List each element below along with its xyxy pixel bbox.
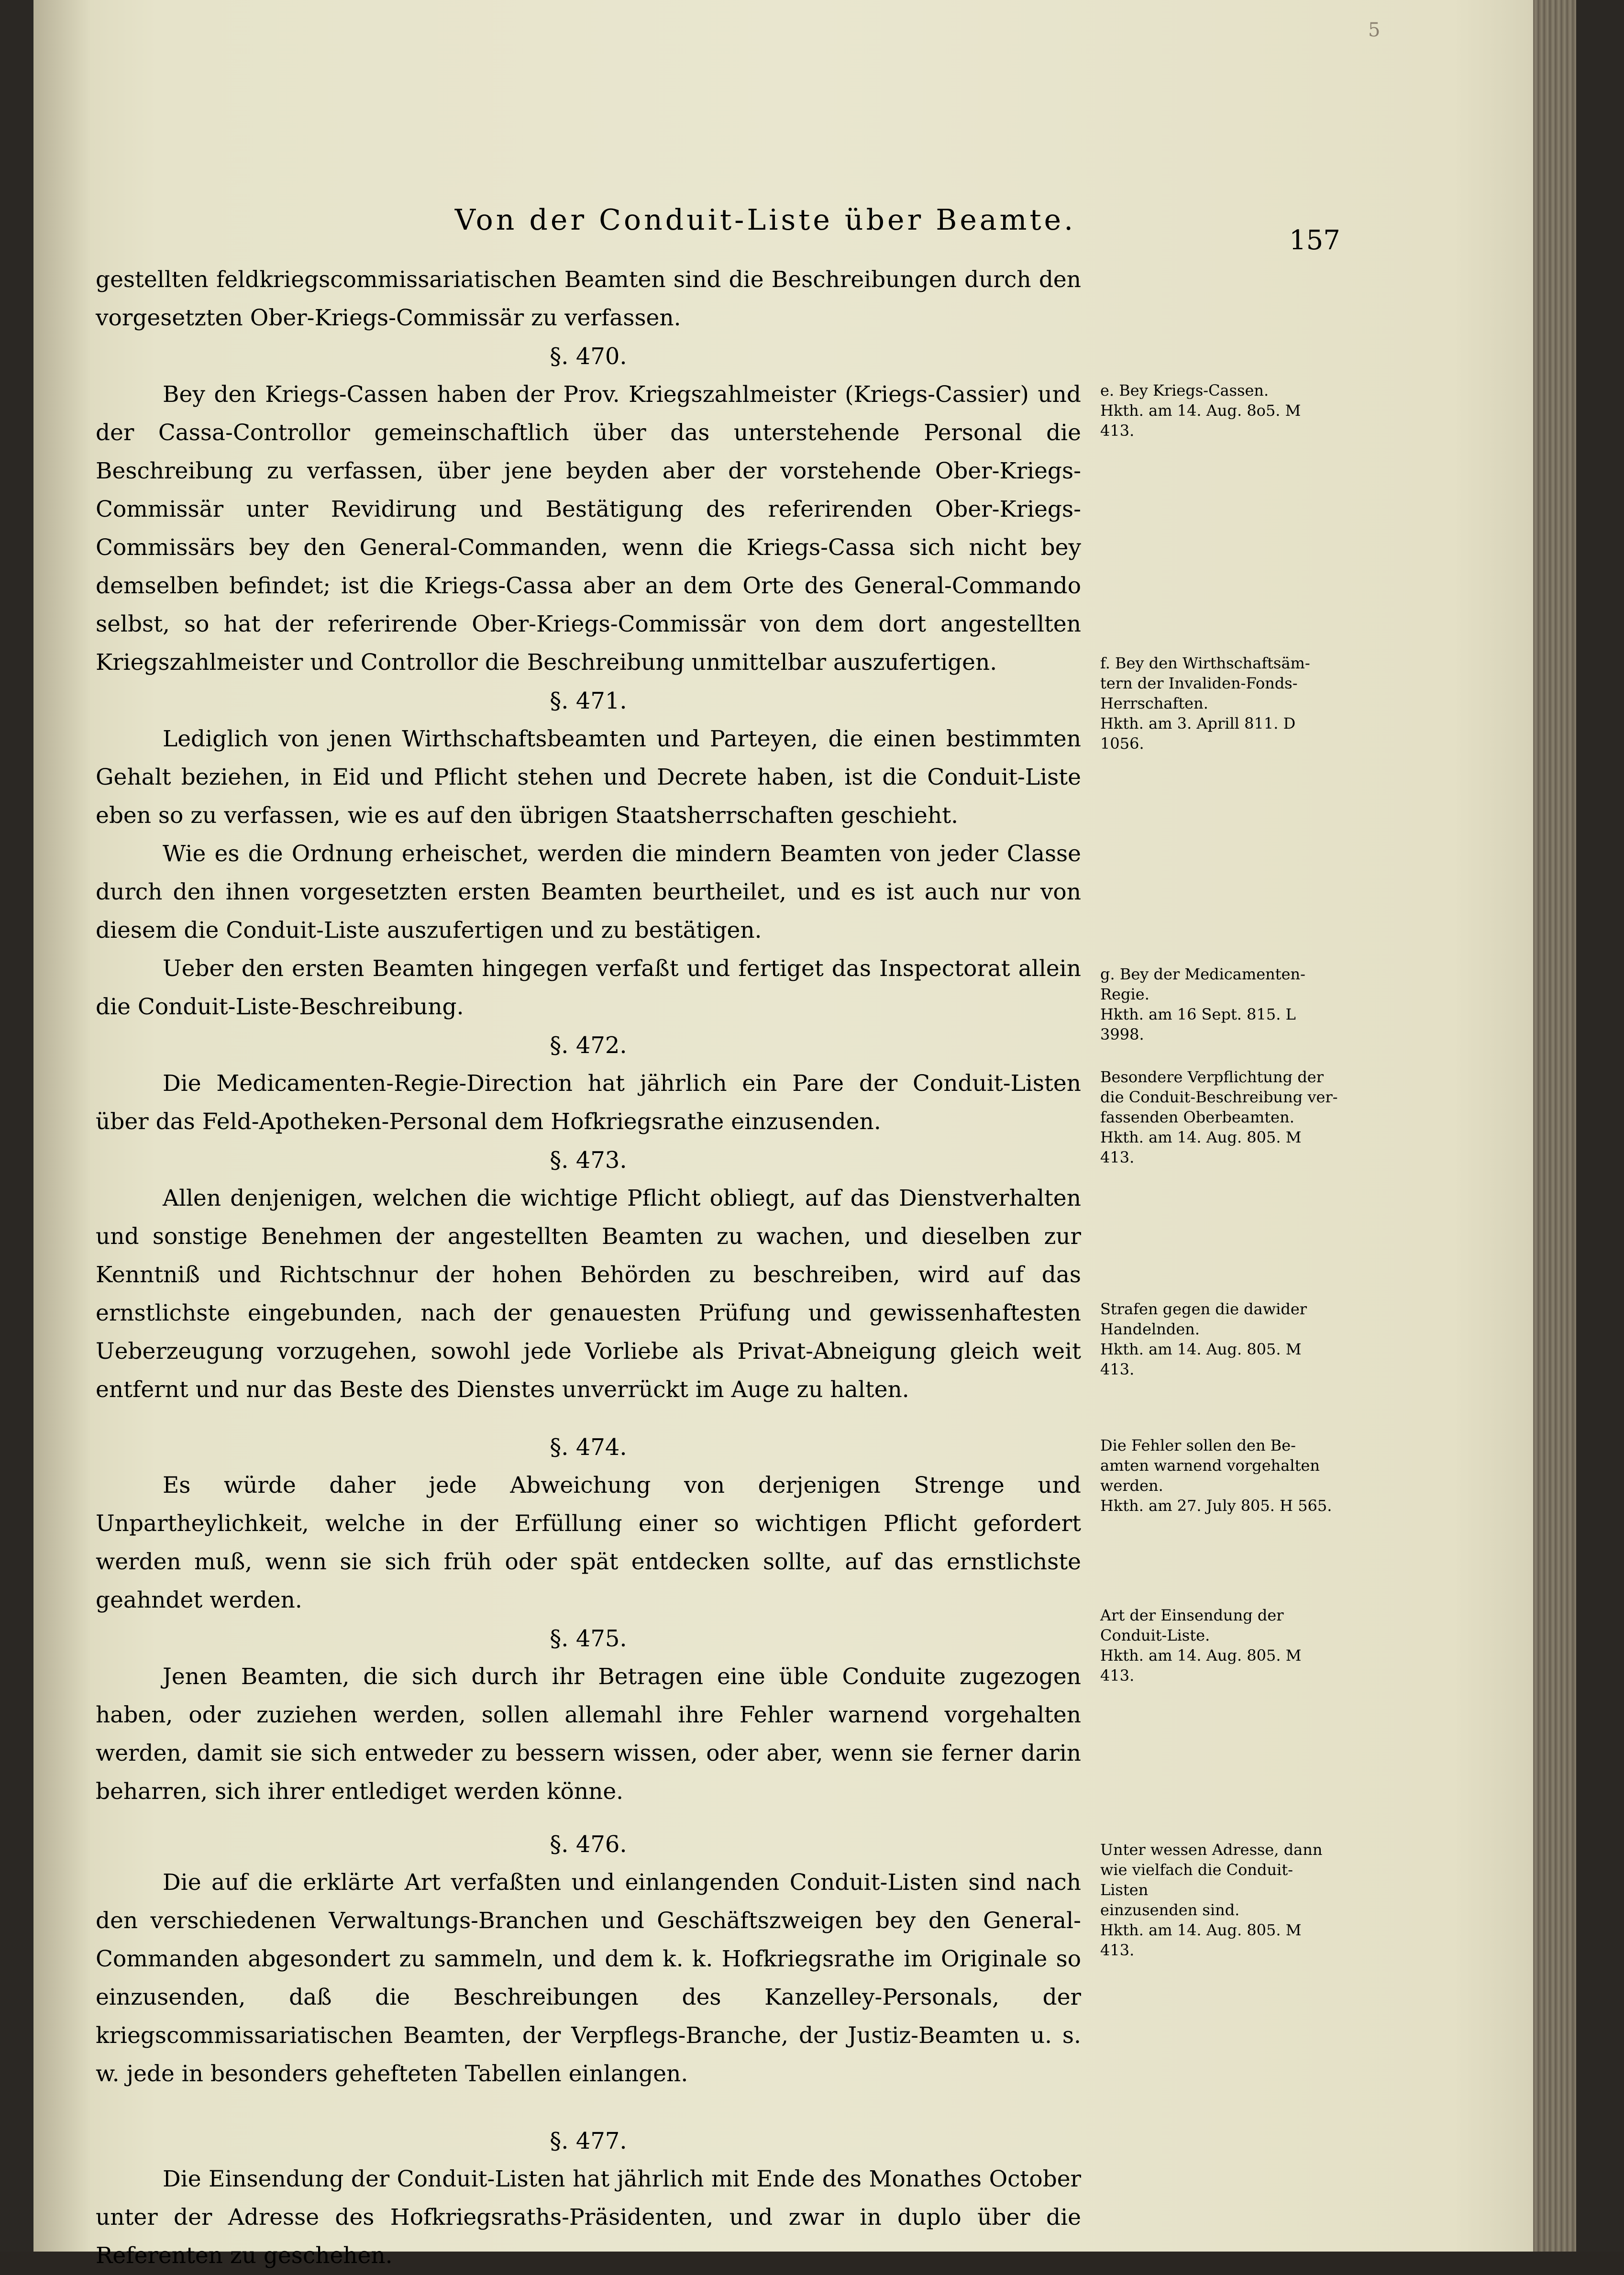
page-edge [1533, 0, 1576, 2252]
paragraph: Die auf die erklärte Art verfaßten und einlangenden Conduit-Listen sind nach den verschiedenen Verwaltungs-Branchen und Geschäftszweigen bey den General-Commanden abgesondert zu sammeln, und dem k. k. Hofkriegsrathe im Originale so einzusenden, daß die Beschreibungen des Kanzelley-Personals, der kriegscommissariatischen Beamten, der Verpflegs-Branche, der Justiz-Beamten u. s. w. jede in besonders gehefteten Tabellen einlangen. [96, 1869, 1081, 2087]
section-heading: §. 471. [550, 688, 627, 714]
paragraph: Es würde daher jede Abweichung von derjenigen Strenge und Unpartheylichkeit, welche in der Erfüllung einer so wichtigen Pflicht gefordert werden muß, wenn sie sich früh oder spät entdecken sollte, auf das ernstlichste geahndet werden. [96, 1472, 1081, 1613]
margin-note [1100, 1435, 1339, 1516]
margin-note [1100, 964, 1339, 1044]
margin-note-line: Unter wessen Adresse, dann [1100, 1841, 1323, 1859]
corner-mark: 5 [1368, 19, 1381, 41]
margin-note [1100, 653, 1339, 754]
paragraph: gestellten feldkriegscommissariatischen Beamten sind die Beschreibungen durch den vorgesetzten Ober-Kriegs-Commissär zu verfassen. [96, 266, 1081, 331]
margin-note-line: Handelnden. [1100, 1320, 1200, 1338]
margin-note [1100, 1605, 1339, 1686]
margin-note-line: Art der Einsendung der [1100, 1606, 1284, 1624]
paragraph: Allen denjenigen, welchen die wichtige Pflicht obliegt, auf das Dienstverhalten und sonstige Benehmen der angestellten Beamten zu wachen, und dieselben zur Kenntniß und Richtschnur der hohen Behörden zu beschreiben, wird auf das ernstlichste eingebunden, nach der genauesten Prüfung und gewissenhaftesten Ueberzeugung vorzugehen, sowohl jede Vorliebe als Privat-Abneigung gleich weit entfernt und nur das Beste des Dienstes unverrückt im Auge zu halten. [96, 1185, 1081, 1403]
paragraph: Ueber den ersten Beamten hingegen verfaßt und fertiget das Inspectorat allein die Conduit-Liste-Beschreibung. [96, 955, 1081, 1020]
margin-note-line: werden. [1100, 1476, 1163, 1495]
margin-note-line: Hkth. am 14. Aug. 8o5. M 413. [1100, 401, 1301, 440]
margin-note-line: einzusenden sind. [1100, 1901, 1240, 1919]
section-heading: §. 475. [550, 1625, 627, 1652]
margin-note [1100, 1067, 1339, 1167]
margin-note-line: Hkth. am 14. Aug. 805. M 413. [1100, 1128, 1302, 1166]
margin-note-line: Herrschaften. [1100, 694, 1208, 712]
margin-note-line: Hkth. am 3. Aprill 811. D 1056. [1100, 714, 1296, 753]
margin-note-line: Die Fehler sollen den Be- [1100, 1436, 1296, 1454]
page-number: 157 [1289, 225, 1340, 256]
margin-note-line: Hkth. am 14. Aug. 805. M 413. [1100, 1340, 1302, 1378]
margin-note-line: Hkth. am 14. Aug. 805. M 413. [1100, 1646, 1302, 1685]
margin-note-line: e. Bey Kriegs-Cassen. [1100, 381, 1269, 400]
paragraph: Lediglich von jenen Wirthschaftsbeamten und Parteyen, die einen bestimmten Gehalt beziehen, in Eid und Pflicht stehen und Decrete haben, ist die Conduit-Liste eben so zu verfassen, wie es auf den übrigen Staatsherrschaften geschieht. [96, 726, 1081, 829]
section-heading: §. 472. [550, 1032, 627, 1059]
margin-note [1100, 380, 1339, 441]
paragraph: Jenen Beamten, die sich durch ihr Betragen eine üble Conduite zugezogen haben, oder zuziehen werden, sollen allemahl ihre Fehler warnend vorgehalten werden, damit sie sich entweder zu bessern wissen, oder aber, wenn sie ferner darin beharren, sich ihrer entlediget werden könne. [96, 1664, 1081, 1805]
section-heading: §. 470. [550, 343, 627, 370]
margin-note [1100, 1840, 1339, 1960]
paragraph: Bey den Kriegs-Cassen haben der Prov. Kriegszahlmeister (Kriegs-Cassier) und der Cassa-Controllor gemeinschaftlich über das unterstehende Personal die Beschreibung zu verfassen, über jene beyden aber der vorstehende Ober-Kriegs-Commissär unter Revidirung und Bestätigung des referirenden Ober-Kriegs-Commissärs bey den General-Commanden, wenn die Kriegs-Cassa sich nicht bey demselben befindet; ist die Kriegs-Cassa aber an dem Orte des General-Commando selbst, so hat der referirende Ober-Kriegs-Commissär von dem dort angestellten Kriegszahlmeister und Controllor die Beschreibung unmittelbar auszufertigen. [96, 381, 1081, 676]
margin-note-line: die Conduit-Beschreibung ver- [1100, 1088, 1338, 1106]
running-head: Von der Conduit-Liste über Beamte. [454, 203, 1076, 237]
margin-note-line: tern der Invaliden-Fonds- [1100, 674, 1298, 692]
margin-note-line: Strafen gegen die dawider [1100, 1300, 1307, 1318]
margin-note-line: wie vielfach die Conduit-Listen [1100, 1861, 1293, 1899]
margin-note-line: Hkth. am 14. Aug. 805. M 413. [1100, 1921, 1302, 1959]
margin-note-line: Regie. [1100, 985, 1149, 1003]
margin-note-line: fassenden Oberbeamten. [1100, 1108, 1294, 1126]
margin-note-line: Hkth. am 27. July 805. H 565. [1100, 1497, 1332, 1515]
section-heading: §. 473. [550, 1147, 627, 1174]
paragraph: Die Einsendung der Conduit-Listen hat jährlich mit Ende des Monathes October unter der Adresse des Hofkriegsraths-Präsidenten, und zwar in duplo über die Referenten zu geschehen. [96, 2166, 1081, 2269]
margin-note-line: Besondere Verpflichtung der [1100, 1068, 1324, 1086]
margin-note-line: g. Bey der Medicamenten- [1100, 965, 1305, 983]
section-heading: §. 474. [550, 1434, 627, 1461]
margin-note-line: f. Bey den Wirthschaftsäm- [1100, 654, 1310, 672]
section-heading: §. 477. [550, 2128, 627, 2154]
section-heading: §. 476. [550, 1831, 627, 1858]
paragraph: Die Medicamenten-Regie-Direction hat jährlich ein Pare der Conduit-Listen über das Feld-Apotheken-Personal dem Hofkriegsrathe einzusenden. [96, 1070, 1081, 1135]
margin-note-line: amten warnend vorgehalten [1100, 1456, 1320, 1475]
body-text [96, 261, 1081, 2275]
margin-note-line: Hkth. am 16 Sept. 815. L 3998. [1100, 1005, 1296, 1043]
paragraph: Wie es die Ordnung erheischet, werden die mindern Beamten von jeder Classe durch den ihnen vorgesetzten ersten Beamten beurtheilet, und es ist auch nur von diesem die Conduit-Liste auszufertigen und zu bestätigen. [96, 841, 1081, 943]
margin-note [1100, 1299, 1339, 1379]
margin-note-line: Conduit-Liste. [1100, 1626, 1210, 1644]
